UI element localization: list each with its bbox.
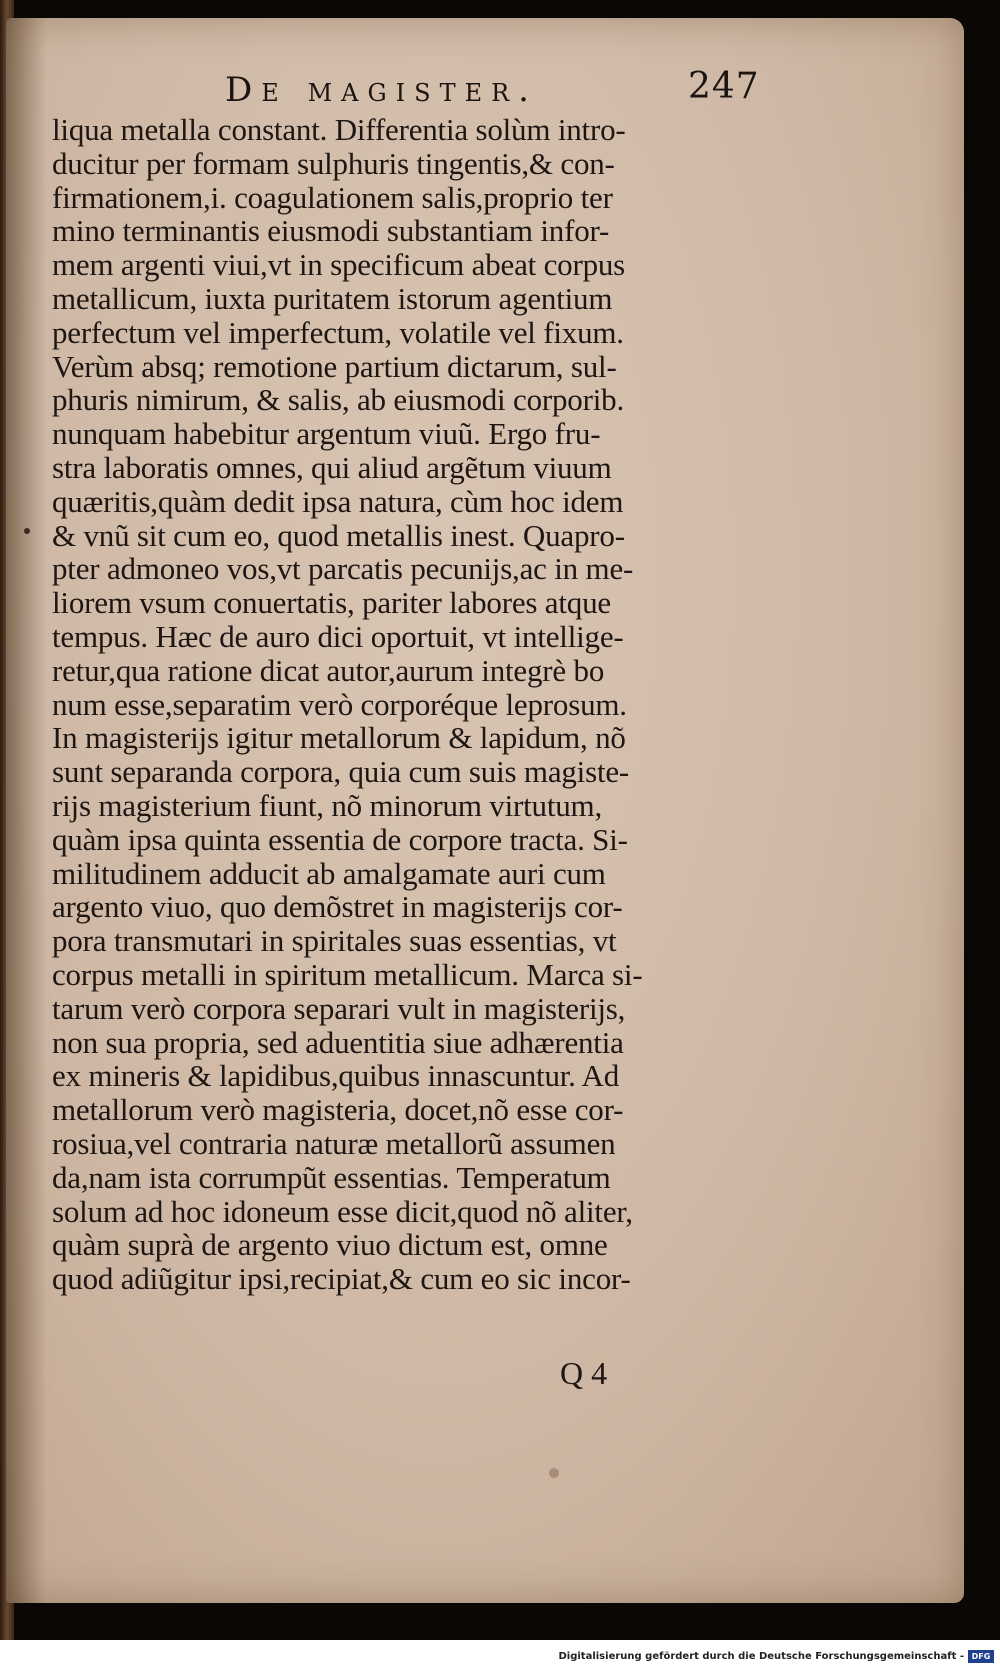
text-line: tempus. Hæc de auro dici oportuit, vt intellige- xyxy=(52,618,624,654)
spine-shadow xyxy=(6,18,46,1603)
dfg-logo: DFG xyxy=(968,1650,994,1663)
text-line: liorem vsum conuertatis, pariter labores atque xyxy=(52,585,611,621)
text-line: stra laboratis omnes, qui aliud argẽtum viuum xyxy=(52,449,612,485)
text-line: quàm ipsa quinta essentia de corpore tracta. Si- xyxy=(52,821,628,857)
margin-mark xyxy=(24,528,30,534)
text-line: ducitur per formam sulphuris tingentis,& con- xyxy=(52,145,615,181)
text-line: In magisterijs igitur metallorum & lapidum, nõ xyxy=(52,720,626,756)
text-line: argento viuo, quo demõstret in magisterijs cor- xyxy=(52,889,623,925)
text-line: mino terminantis eiusmodi substantiam infor- xyxy=(52,213,610,249)
text-line: ex mineris & lapidibus,quibus innascuntur. Ad xyxy=(52,1058,620,1094)
text-line: & vnũ sit cum eo, quod metallis inest. Quapro- xyxy=(52,517,625,553)
text-line: tarum verò corpora separari vult in magisterijs, xyxy=(52,990,626,1026)
text-line: non sua propria, sed aduentitia siue adhærentia xyxy=(52,1024,624,1060)
text-line: phuris nimirum, & salis, ab eiusmodi corporib. xyxy=(52,382,624,418)
body-text xyxy=(52,113,772,1296)
text-line: metallicum, iuxta puritatem istorum agentium xyxy=(52,280,613,316)
text-line: da,nam ista corrumpũt essentias. Temperatum xyxy=(52,1159,611,1195)
text-line: militudinem adducit ab amalgamate auri cum xyxy=(52,855,606,891)
text-line: nunquam habebitur argentum viuũ. Ergo fru- xyxy=(52,416,601,452)
text-line: metallorum verò magisteria, docet,nõ esse cor- xyxy=(52,1092,624,1128)
text-line: sunt separanda corpora, quia cum suis magiste- xyxy=(52,754,630,790)
text-line: retur,qua ratione dicat autor,aurum integrè bo xyxy=(52,652,605,688)
page-number: 247 xyxy=(688,66,760,107)
paper-stain xyxy=(549,1468,559,1478)
text-line: num esse,separatim verò corporéque leprosum. xyxy=(52,686,627,722)
text-line: Verùm absq; remotione partium dictarum, sul- xyxy=(52,348,617,384)
text-line: firmationem,i. coagulationem salis,proprio ter xyxy=(52,179,613,215)
text-line: rijs magisterium fiunt, nõ minorum virtutum, xyxy=(52,787,603,823)
text-line: liqua metalla constant. Differentia solùm intro- xyxy=(52,112,626,147)
text-line: quæritis,quàm dedit ipsa natura, cùm hoc idem xyxy=(52,483,624,519)
text-line: quàm suprà de argento viuo dictum est, omne xyxy=(52,1227,608,1263)
text-line: perfectum vel imperfectum, volatile vel fixum. xyxy=(52,314,624,350)
running-title: De magister. xyxy=(225,70,538,110)
text-line: quod adiũgitur ipsi,recipiat,& cum eo sic incor- xyxy=(52,1261,631,1297)
text-line: rosiua,vel contraria naturæ metallorũ assumen xyxy=(52,1125,616,1161)
text-line: corpus metalli in spiritum metallicum. Marca si- xyxy=(52,956,643,992)
signature-mark: Q 4 xyxy=(560,1355,608,1391)
text-line: solum ad hoc idoneum esse dicit,quod nõ aliter, xyxy=(52,1193,633,1229)
text-line: pora transmutari in spiritales suas essentias, vt xyxy=(52,923,617,959)
text-line: pter admoneo vos,vt parcatis pecunijs,ac in me- xyxy=(52,551,634,587)
text-line: mem argenti viui,vt in specificum abeat corpus xyxy=(52,247,626,283)
digitization-credit: Digitalisierung gefördert durch die Deutsche Forschungsgemeinschaft - xyxy=(558,1651,964,1662)
